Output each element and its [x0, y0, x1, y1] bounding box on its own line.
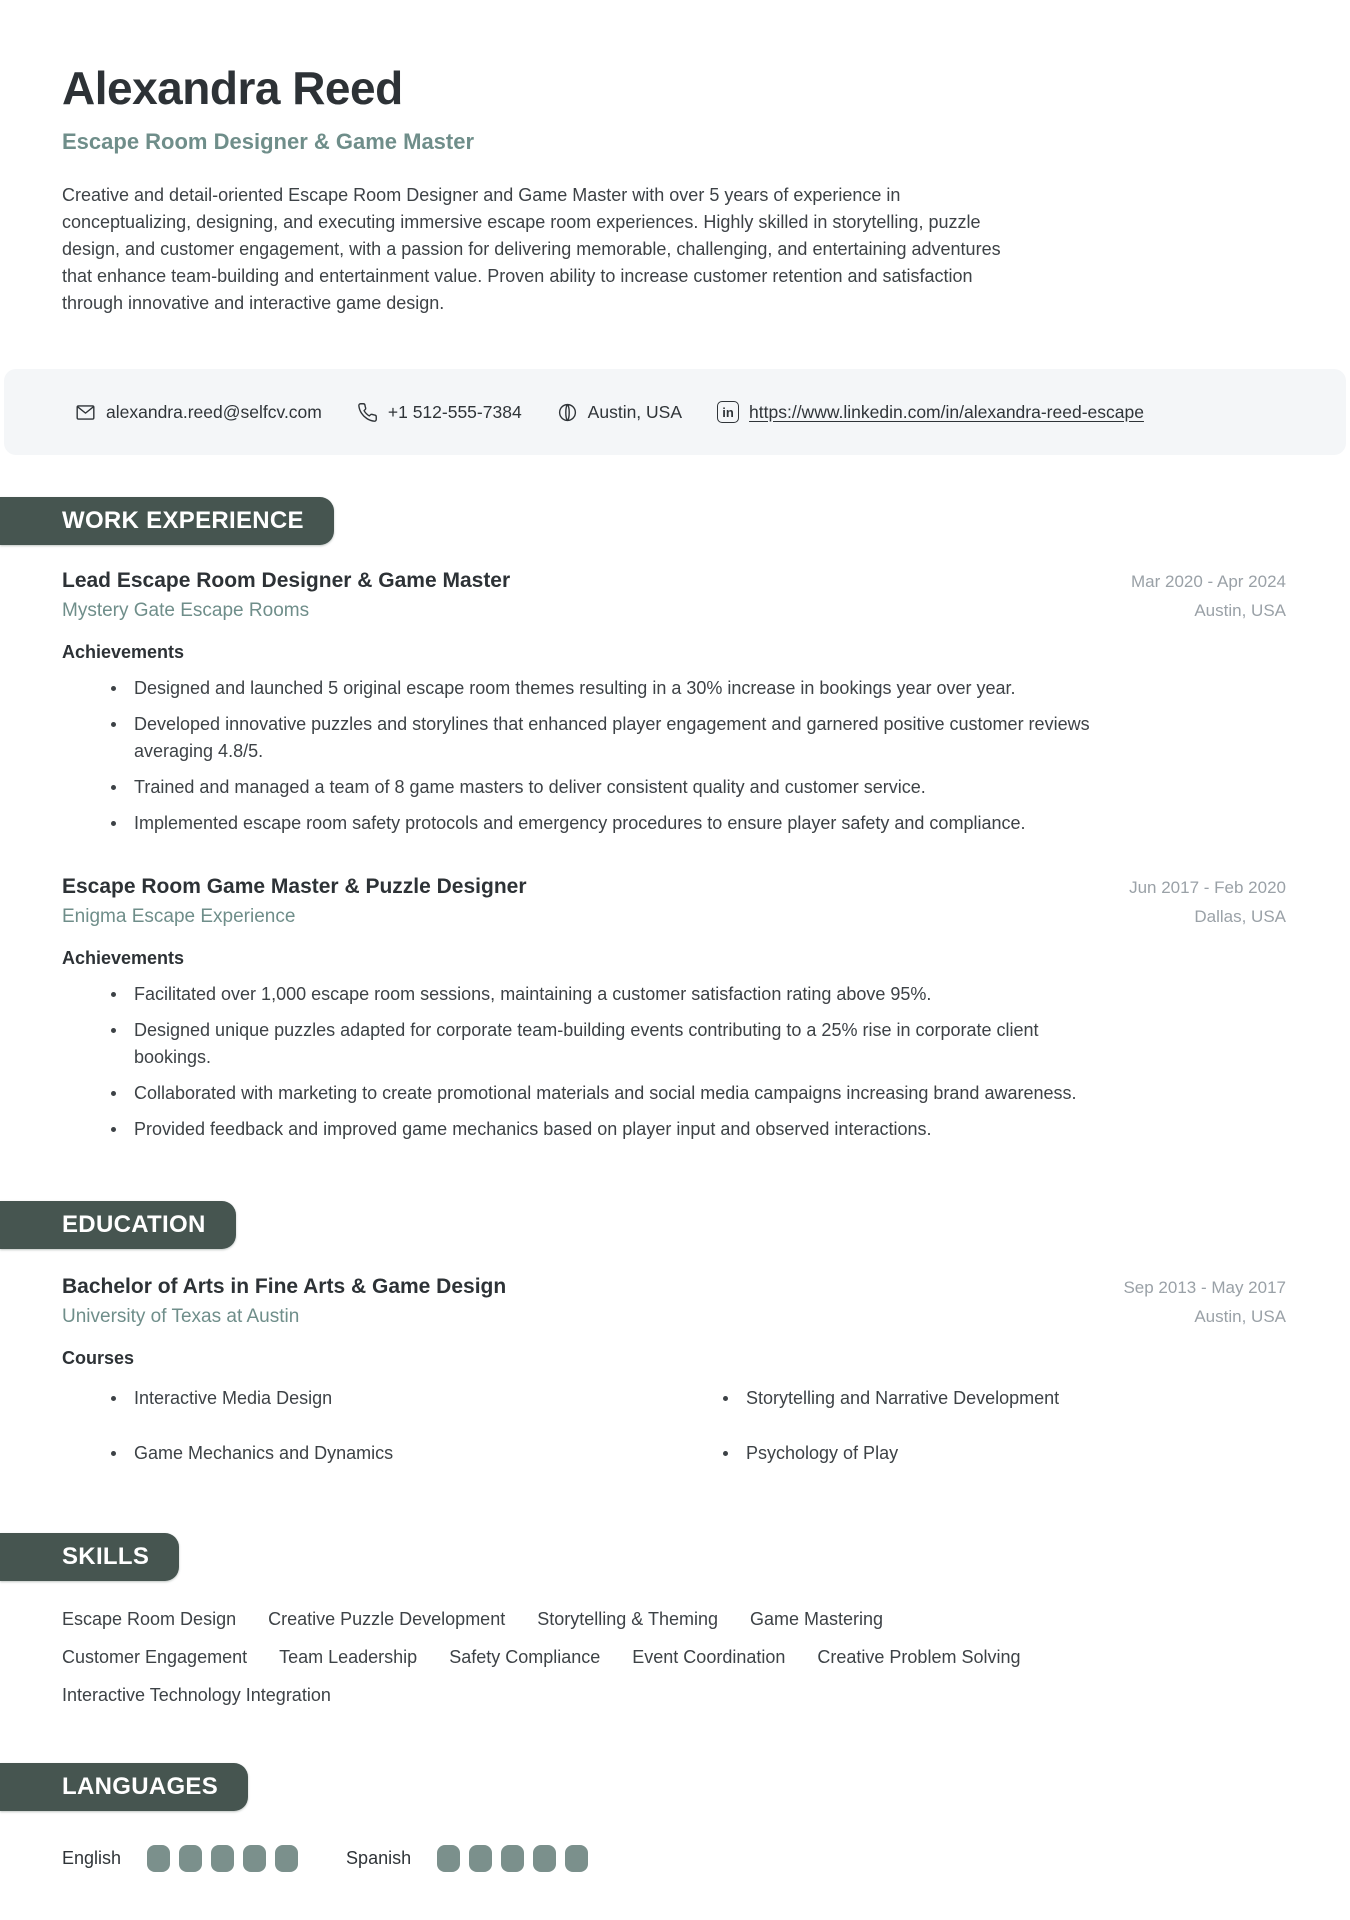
person-name: Alexandra Reed [62, 62, 403, 114]
skill-item: Creative Puzzle Development [268, 1609, 506, 1629]
person-job-title: Escape Room Designer & Game Master [62, 129, 475, 154]
contact-email [75, 402, 322, 423]
job-entry-sub [62, 600, 1286, 622]
achievements-label: Achievements [62, 642, 185, 662]
achievement-item: Facilitated over 1,000 escape room sessions, maintaining a customer satisfaction rating above 95%. [62, 981, 1097, 1008]
language-level-bar [437, 1845, 588, 1872]
skill-item: Customer Engagement [62, 1647, 248, 1667]
language-level-block [275, 1845, 298, 1872]
courses-label: Courses [62, 1348, 135, 1368]
achievement-item: Designed and launched 5 original escape room themes resulting in a 30% increase in bookings year over year. [62, 675, 1097, 702]
course-item: Psychology of Play [674, 1440, 1286, 1467]
company-name: Enigma Escape Experience [62, 906, 296, 927]
section-work-experience [0, 497, 1350, 1143]
achievement-item: Implemented escape room safety protocols and emergency procedures to ensure player safety and compliance. [62, 810, 1097, 837]
job-title: Lead Escape Room Designer & Game Master [62, 569, 511, 592]
language-name: English [62, 1848, 122, 1868]
skill-item: Interactive Technology Integration [62, 1685, 331, 1705]
languages-list [0, 1845, 1350, 1872]
degree-title: Bachelor of Arts in Fine Arts & Game Design [62, 1275, 507, 1298]
language-item [346, 1845, 588, 1872]
education-entry-head [62, 1275, 1286, 1299]
achievement-item: Collaborated with marketing to create promotional materials and social media campaigns increasing brand awareness. [62, 1080, 1097, 1107]
jobs-list [0, 569, 1350, 1143]
language-item [62, 1845, 298, 1872]
language-level-block [437, 1845, 460, 1872]
skill-item: Team Leadership [279, 1647, 418, 1667]
contact-phone-text: +1 512-555-7384 [387, 401, 522, 422]
achievement-item: Developed innovative puzzles and storylines that enhanced player engagement and garnered positive customer reviews averaging 4.8/5. [62, 711, 1097, 765]
skills-list [0, 1607, 1096, 1707]
language-level-block [469, 1845, 492, 1872]
company-name: Mystery Gate Escape Rooms [62, 600, 310, 621]
section-languages [0, 1763, 1350, 1872]
language-level-block [533, 1845, 556, 1872]
contact-email-text: alexandra.reed@selfcv.com [106, 401, 322, 422]
phone-icon [357, 402, 378, 423]
work-section-heading: WORK EXPERIENCE [0, 497, 334, 545]
skill-item: Creative Problem Solving [817, 1647, 1021, 1667]
job-location: Dallas, USA [1194, 907, 1286, 926]
job-entry-head [62, 875, 1286, 899]
skills-section-heading: SKILLS [0, 1533, 179, 1581]
language-level-block [243, 1845, 266, 1872]
education-section-heading: EDUCATION [0, 1201, 236, 1249]
achievement-item: Trained and managed a team of 8 game masters to deliver consistent quality and customer service. [62, 774, 1097, 801]
skill-item: Event Coordination [632, 1647, 786, 1667]
job-title: Escape Room Game Master & Puzzle Designer [62, 875, 527, 898]
contact-phone [357, 402, 522, 423]
course-item: Game Mechanics and Dynamics [62, 1440, 674, 1467]
achievement-item: Designed unique puzzles adapted for corporate team-building events contributing to a 25% rise in corporate client bookings. [62, 1017, 1097, 1071]
job-entry-head [62, 569, 1286, 593]
contact-location-text: Austin, USA [587, 401, 683, 422]
education-entry [0, 1275, 1350, 1467]
course-item: Interactive Media Design [62, 1385, 674, 1412]
skill-item: Storytelling & Theming [537, 1609, 718, 1629]
education-dates: Sep 2013 - May 2017 [1123, 1278, 1286, 1297]
section-skills [0, 1533, 1350, 1707]
contact-location [557, 402, 682, 423]
achievements-label: Achievements [62, 948, 185, 968]
linkedin-link[interactable]: https://www.linkedin.com/in/alexandra-reed-escape [749, 401, 1144, 422]
languages-section-heading: LANGUAGES [0, 1763, 248, 1811]
skill-item: Escape Room Design [62, 1609, 237, 1629]
contact-bar [4, 369, 1346, 455]
language-level-bar [147, 1845, 298, 1872]
language-level-block [211, 1845, 234, 1872]
job-dates: Mar 2020 - Apr 2024 [1131, 572, 1286, 591]
job-entry [62, 875, 1286, 1143]
course-item: Storytelling and Narrative Development [674, 1385, 1286, 1412]
language-name: Spanish [346, 1848, 412, 1868]
achievements-list [62, 981, 1097, 1143]
skill-item: Safety Compliance [449, 1647, 601, 1667]
email-icon [75, 402, 96, 423]
job-entry [62, 569, 1286, 837]
job-location: Austin, USA [1194, 601, 1286, 620]
education-location: Austin, USA [1194, 1307, 1286, 1326]
achievements-list [62, 675, 1097, 837]
language-level-block [147, 1845, 170, 1872]
achievement-item: Provided feedback and improved game mechanics based on player input and observed interactions. [62, 1116, 1097, 1143]
language-level-block [501, 1845, 524, 1872]
globe-icon [557, 402, 578, 423]
job-entry-sub [62, 906, 1286, 928]
summary-text: Creative and detail-oriented Escape Room Designer and Game Master with over 5 years of experience in conceptualizing, designing, and executing immersive escape room experiences. Highly skilled in storytelling, puzzle design, and customer engagement, with a passion for delivering memorable, challenging, and entertaining adventures that enhance team-building and entertainment value. Proven ability to increase customer retention and satisfaction through innovative and interactive game design. [62, 185, 1001, 313]
skill-item: Game Mastering [749, 1609, 884, 1629]
language-level-block [565, 1845, 588, 1872]
job-dates: Jun 2017 - Feb 2020 [1129, 878, 1286, 897]
resume-header [0, 60, 1350, 317]
section-education [0, 1201, 1350, 1467]
courses-list [62, 1385, 1286, 1467]
language-level-block [179, 1845, 202, 1872]
contact-linkedin [717, 401, 1144, 423]
school-name: University of Texas at Austin [62, 1306, 300, 1327]
linkedin-icon: in [717, 401, 739, 423]
education-entry-sub [62, 1306, 1286, 1328]
